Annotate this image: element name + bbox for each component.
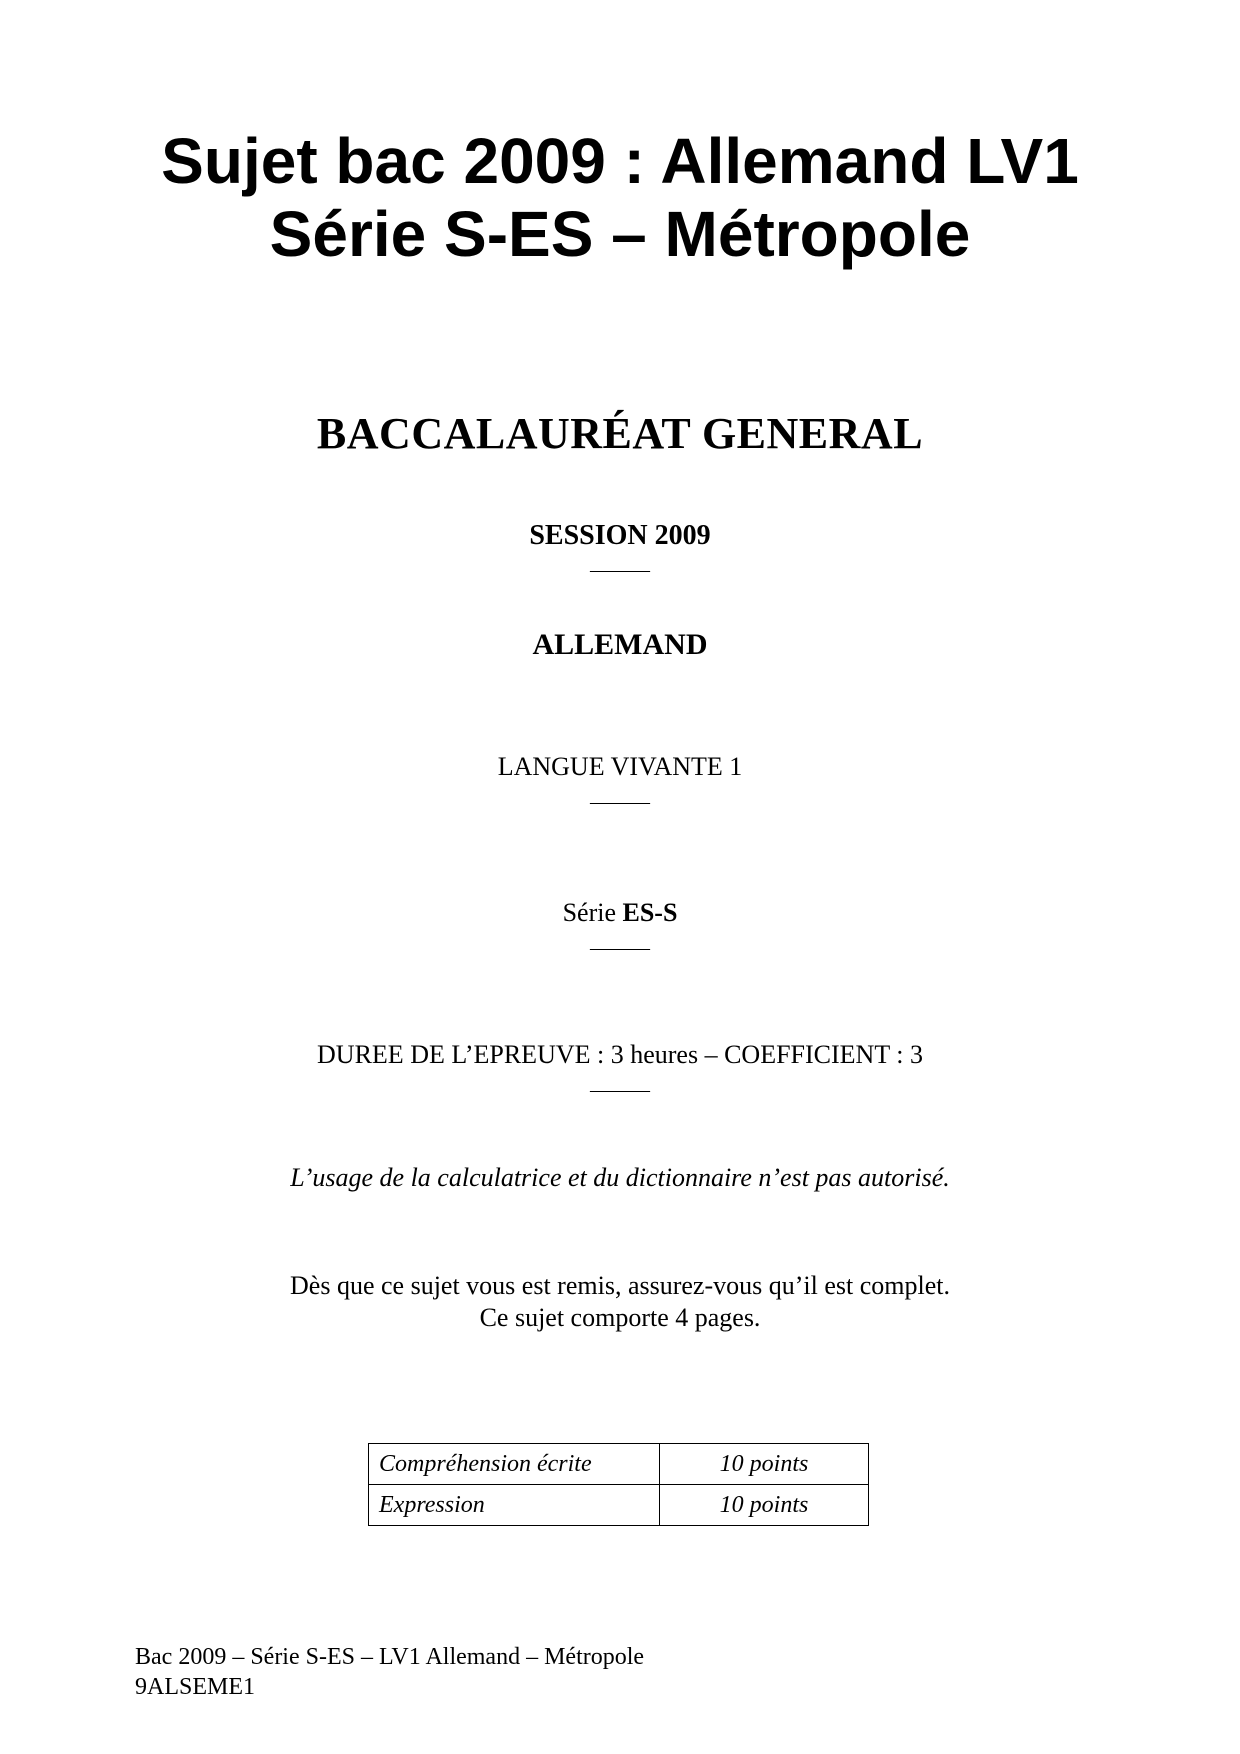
section-points: 10 points — [660, 1485, 869, 1526]
instructions-block — [0, 1270, 1240, 1334]
footer-title: Bac 2009 – Série S-ES – LV1 Allemand – Métropole — [135, 1644, 645, 1670]
separator-line: ——— — [590, 937, 650, 959]
separator-line: ——— — [590, 1079, 650, 1101]
page-title-line-2: Série S-ES – Métropole — [269, 198, 971, 270]
session-label: SESSION 2009 — [529, 520, 711, 551]
serie-value: ES-S — [622, 898, 678, 927]
footer-code: 9ALSEME1 — [135, 1674, 255, 1700]
complete-check-note: Dès que ce sujet vous est remis, assurez-vous qu’il est complet. — [290, 1271, 950, 1300]
points-table — [368, 1443, 869, 1526]
table-row — [369, 1444, 869, 1485]
page-count-note: Ce sujet comporte 4 pages. — [479, 1303, 761, 1332]
table-row — [369, 1485, 869, 1526]
section-label: Compréhension écrite — [369, 1444, 660, 1485]
page-title-line-1: Sujet bac 2009 : Allemand LV1 — [161, 125, 1079, 197]
separator-line: ——— — [590, 559, 650, 581]
page-footer — [135, 1642, 644, 1702]
subject-heading: ALLEMAND — [532, 628, 708, 661]
serie-prefix: Série — [562, 898, 623, 927]
exam-name-heading: BACCALAURÉAT GENERAL — [316, 409, 924, 458]
section-points: 10 points — [660, 1444, 869, 1485]
duration-coefficient-label: DUREE DE L’EPREUVE : 3 heures – COEFFICIENT : 3 — [317, 1040, 923, 1069]
separator-line: ——— — [590, 791, 650, 813]
usage-note: L’usage de la calculatrice et du dictionnaire n’est pas autorisé. — [290, 1163, 950, 1192]
language-level-label: LANGUE VIVANTE 1 — [497, 752, 743, 781]
section-label: Expression — [369, 1485, 660, 1526]
serie-label — [0, 898, 1240, 928]
